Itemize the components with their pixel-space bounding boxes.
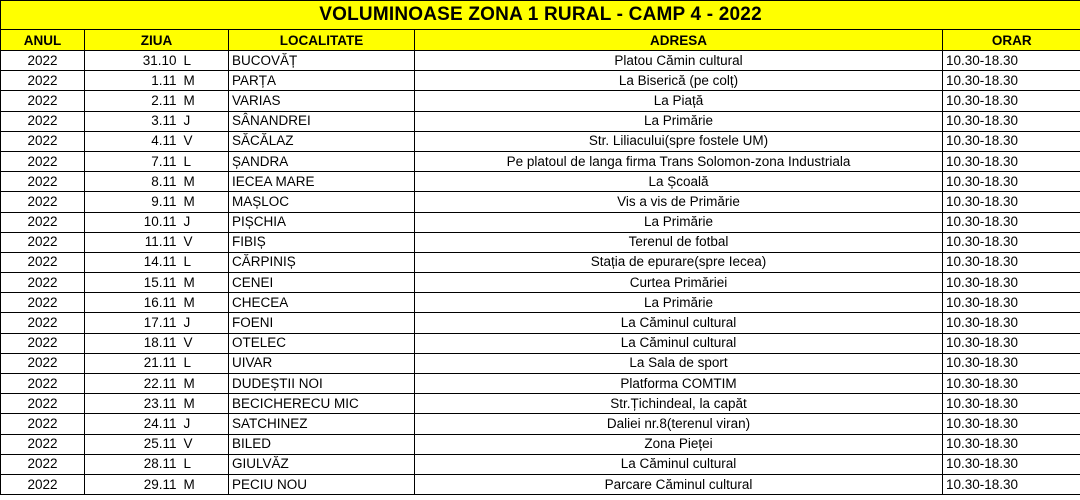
- cell-weekday: V: [181, 333, 229, 353]
- cell-address: Platou Cămin cultural: [415, 51, 943, 71]
- cell-address: La Căminul cultural: [415, 454, 943, 474]
- cell-date: 23.11: [85, 394, 181, 414]
- cell-date: 9.11: [85, 192, 181, 212]
- cell-weekday: J: [181, 111, 229, 131]
- table-row: [1, 91, 1080, 111]
- cell-date: 16.11: [85, 293, 181, 313]
- cell-locality: BUCOVĂȚ: [229, 51, 415, 71]
- cell-time: 10.30-18.30: [943, 353, 1080, 373]
- cell-date: 15.11: [85, 273, 181, 293]
- cell-weekday: M: [181, 293, 229, 313]
- cell-date: 21.11: [85, 353, 181, 373]
- cell-locality: BECICHERECU MIC: [229, 394, 415, 414]
- cell-time: 10.30-18.30: [943, 454, 1080, 474]
- cell-time: 10.30-18.30: [943, 313, 1080, 333]
- table-row: [1, 434, 1080, 454]
- cell-time: 10.30-18.30: [943, 252, 1080, 272]
- cell-address: Daliei nr.8(terenul viran): [415, 414, 943, 434]
- cell-locality: OTELEC: [229, 333, 415, 353]
- cell-year: 2022: [1, 353, 85, 373]
- cell-weekday: L: [181, 51, 229, 71]
- cell-date: 1.11: [85, 71, 181, 91]
- cell-weekday: J: [181, 313, 229, 333]
- cell-date: 28.11: [85, 454, 181, 474]
- cell-time: 10.30-18.30: [943, 192, 1080, 212]
- table-row: [1, 71, 1080, 91]
- cell-address: Platforma COMTIM: [415, 374, 943, 394]
- cell-year: 2022: [1, 51, 85, 71]
- cell-year: 2022: [1, 151, 85, 171]
- cell-locality: SĂCĂLAZ: [229, 131, 415, 151]
- cell-address: La Piață: [415, 91, 943, 111]
- table-row: [1, 394, 1080, 414]
- schedule-rows: [1, 51, 1080, 495]
- cell-locality: SÂNANDREI: [229, 111, 415, 131]
- cell-date: 31.10: [85, 51, 181, 71]
- cell-date: 14.11: [85, 252, 181, 272]
- cell-locality: BILED: [229, 434, 415, 454]
- cell-weekday: V: [181, 434, 229, 454]
- cell-date: 3.11: [85, 111, 181, 131]
- cell-time: 10.30-18.30: [943, 273, 1080, 293]
- table-row: [1, 374, 1080, 394]
- cell-date: 18.11: [85, 333, 181, 353]
- cell-time: 10.30-18.30: [943, 394, 1080, 414]
- cell-time: 10.30-18.30: [943, 212, 1080, 232]
- cell-year: 2022: [1, 454, 85, 474]
- cell-weekday: M: [181, 474, 229, 494]
- table-row: [1, 172, 1080, 192]
- cell-locality: SATCHINEZ: [229, 414, 415, 434]
- cell-address: Parcare Căminul cultural: [415, 474, 943, 494]
- cell-locality: GIULVĂZ: [229, 454, 415, 474]
- cell-time: 10.30-18.30: [943, 131, 1080, 151]
- header-locality: LOCALITATE: [229, 30, 415, 51]
- cell-locality: PIȘCHIA: [229, 212, 415, 232]
- table-row: [1, 51, 1080, 71]
- table-row: [1, 333, 1080, 353]
- cell-year: 2022: [1, 394, 85, 414]
- cell-weekday: M: [181, 91, 229, 111]
- cell-time: 10.30-18.30: [943, 91, 1080, 111]
- cell-locality: CENEI: [229, 273, 415, 293]
- cell-address: Vis a vis de Primărie: [415, 192, 943, 212]
- cell-time: 10.30-18.30: [943, 232, 1080, 252]
- title-row: [1, 1, 1080, 30]
- cell-weekday: L: [181, 454, 229, 474]
- cell-weekday: M: [181, 374, 229, 394]
- cell-year: 2022: [1, 313, 85, 333]
- cell-year: 2022: [1, 71, 85, 91]
- cell-date: 24.11: [85, 414, 181, 434]
- header-day: ZIUA: [85, 30, 229, 51]
- cell-time: 10.30-18.30: [943, 374, 1080, 394]
- cell-locality: IECEA MARE: [229, 172, 415, 192]
- cell-weekday: L: [181, 353, 229, 373]
- cell-time: 10.30-18.30: [943, 51, 1080, 71]
- cell-locality: CĂRPINIȘ: [229, 252, 415, 272]
- cell-address: Pe platoul de langa firma Trans Solomon-zona Industriala: [415, 151, 943, 171]
- cell-weekday: L: [181, 252, 229, 272]
- table-row: [1, 474, 1080, 494]
- cell-address: La Căminul cultural: [415, 313, 943, 333]
- cell-weekday: M: [181, 71, 229, 91]
- cell-year: 2022: [1, 333, 85, 353]
- cell-time: 10.30-18.30: [943, 111, 1080, 131]
- cell-year: 2022: [1, 232, 85, 252]
- cell-address: Str.Țichindeal, la capăt: [415, 394, 943, 414]
- cell-address: Zona Pieței: [415, 434, 943, 454]
- table-row: [1, 111, 1080, 131]
- header-address: ADRESA: [415, 30, 943, 51]
- cell-locality: PARȚA: [229, 71, 415, 91]
- cell-address: La Primărie: [415, 111, 943, 131]
- cell-locality: UIVAR: [229, 353, 415, 373]
- cell-address: La Primărie: [415, 293, 943, 313]
- cell-date: 22.11: [85, 374, 181, 394]
- cell-time: 10.30-18.30: [943, 151, 1080, 171]
- cell-year: 2022: [1, 111, 85, 131]
- cell-weekday: J: [181, 414, 229, 434]
- cell-address: Str. Liliacului(spre fostele UM): [415, 131, 943, 151]
- cell-year: 2022: [1, 131, 85, 151]
- header-time: ORAR: [943, 30, 1080, 51]
- cell-year: 2022: [1, 293, 85, 313]
- cell-locality: VARIAS: [229, 91, 415, 111]
- cell-weekday: V: [181, 232, 229, 252]
- cell-time: 10.30-18.30: [943, 333, 1080, 353]
- cell-locality: MAȘLOC: [229, 192, 415, 212]
- cell-weekday: M: [181, 172, 229, 192]
- cell-date: 4.11: [85, 131, 181, 151]
- cell-address: Stația de epurare(spre Iecea): [415, 252, 943, 272]
- cell-locality: ȘANDRA: [229, 151, 415, 171]
- table-row: [1, 131, 1080, 151]
- cell-year: 2022: [1, 91, 85, 111]
- cell-date: 25.11: [85, 434, 181, 454]
- cell-year: 2022: [1, 212, 85, 232]
- cell-year: 2022: [1, 273, 85, 293]
- cell-date: 29.11: [85, 474, 181, 494]
- table-row: [1, 454, 1080, 474]
- cell-year: 2022: [1, 434, 85, 454]
- cell-time: 10.30-18.30: [943, 172, 1080, 192]
- header-year: ANUL: [1, 30, 85, 51]
- cell-address: Terenul de fotbal: [415, 232, 943, 252]
- cell-locality: DUDEȘTII NOI: [229, 374, 415, 394]
- cell-locality: PECIU NOU: [229, 474, 415, 494]
- table-row: [1, 414, 1080, 434]
- header-row: [1, 30, 1080, 51]
- cell-locality: FIBIȘ: [229, 232, 415, 252]
- table-row: [1, 273, 1080, 293]
- cell-time: 10.30-18.30: [943, 293, 1080, 313]
- cell-date: 17.11: [85, 313, 181, 333]
- cell-year: 2022: [1, 172, 85, 192]
- cell-weekday: V: [181, 131, 229, 151]
- cell-year: 2022: [1, 414, 85, 434]
- table-row: [1, 252, 1080, 272]
- cell-weekday: M: [181, 394, 229, 414]
- cell-address: La Sala de sport: [415, 353, 943, 373]
- cell-year: 2022: [1, 474, 85, 494]
- cell-date: 8.11: [85, 172, 181, 192]
- table-row: [1, 212, 1080, 232]
- cell-date: 7.11: [85, 151, 181, 171]
- cell-time: 10.30-18.30: [943, 414, 1080, 434]
- cell-address: La Primărie: [415, 212, 943, 232]
- cell-weekday: L: [181, 151, 229, 171]
- table-row: [1, 313, 1080, 333]
- cell-date: 10.11: [85, 212, 181, 232]
- cell-year: 2022: [1, 252, 85, 272]
- cell-year: 2022: [1, 374, 85, 394]
- table-row: [1, 151, 1080, 171]
- sheet-title: VOLUMINOASE ZONA 1 RURAL - CAMP 4 - 2022: [1, 1, 1080, 30]
- cell-time: 10.30-18.30: [943, 474, 1080, 494]
- cell-weekday: M: [181, 273, 229, 293]
- cell-weekday: J: [181, 212, 229, 232]
- table-row: [1, 353, 1080, 373]
- cell-time: 10.30-18.30: [943, 71, 1080, 91]
- cell-year: 2022: [1, 192, 85, 212]
- cell-weekday: M: [181, 192, 229, 212]
- table-row: [1, 192, 1080, 212]
- cell-address: La Biserică (pe colț): [415, 71, 943, 91]
- cell-locality: CHECEA: [229, 293, 415, 313]
- table-row: [1, 232, 1080, 252]
- cell-date: 2.11: [85, 91, 181, 111]
- cell-address: La Școală: [415, 172, 943, 192]
- cell-date: 11.11: [85, 232, 181, 252]
- cell-address: La Căminul cultural: [415, 333, 943, 353]
- cell-locality: FOENI: [229, 313, 415, 333]
- cell-address: Curtea Primăriei: [415, 273, 943, 293]
- cell-time: 10.30-18.30: [943, 434, 1080, 454]
- table-row: [1, 293, 1080, 313]
